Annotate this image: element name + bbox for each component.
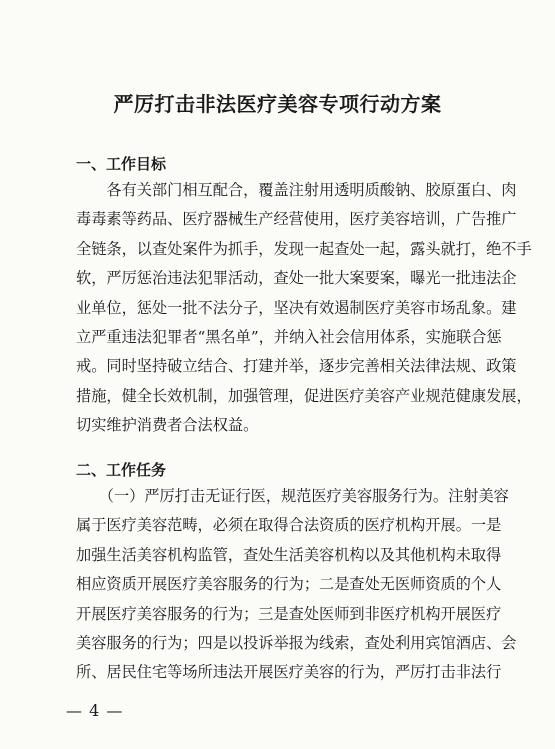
text-line: 戒。同时坚持破立结合、打建并举，逐步完善相关法律法规、政策 [76,357,517,376]
text-line: 全链条，以查处案件为抓手，发现一起查处一起，露头就打，绝不手 [76,239,532,258]
text-line: 加强生活美容机构监管，查处生活美容机构以及其他机构未取得 [76,545,502,564]
text-line: 毒毒素等药品、医疗器械生产经营使用，医疗美容培训，广告推广 [76,210,517,229]
text-line: 属于医疗美容范畴，必须在取得合法资质的医疗机构开展。一是 [76,516,502,535]
document-title: 严厉打击非法医疗美容专项行动方案 [113,92,442,116]
text-line: 立严重违法犯罪者“黑名单”，并纳入社会信用体系，实施联合惩 [76,327,502,346]
text-line: 各有关部门相互配合，覆盖注射用透明质酸钠、胶原蛋白、肉 [76,181,517,199]
text-line: 业单位，惩处一批不法分子，坚决有效遏制医疗美容市场乱象。建 [76,298,517,317]
text-line: 软，严厉惩治违法犯罪活动，查处一批大案要案，曝光一批违法企 [76,269,517,288]
text-line: 相应资质开展医疗美容服务的行为；二是查处无医师资质的个人 [76,575,502,594]
section-goals-body [76,176,532,441]
text-line: 切实维护消费者合法权益。 [76,416,259,435]
text-line: （一）严厉打击无证行医，规范医疗美容服务行为。注射美容 [76,487,509,505]
section-heading-goals: 一、工作目标 [76,155,167,173]
page-number: — 4 — [66,701,124,720]
text-line: 开展医疗美容服务的行为；三是查处医师到非医疗机构开展医疗 [76,604,502,623]
text-line: 美容服务的行为；四是以投诉举报为线索，查处利用宾馆酒店、会 [76,633,517,652]
text-line: 所、居民住宅等场所违法开展医疗美容的行为，严厉打击非法行 [76,663,502,682]
section-tasks-body [76,482,517,688]
section-heading-tasks: 二、工作任务 [76,461,167,479]
text-line: 措施，健全长效机制，加强管理，促进医疗美容产业规范健康发展， [76,386,532,405]
